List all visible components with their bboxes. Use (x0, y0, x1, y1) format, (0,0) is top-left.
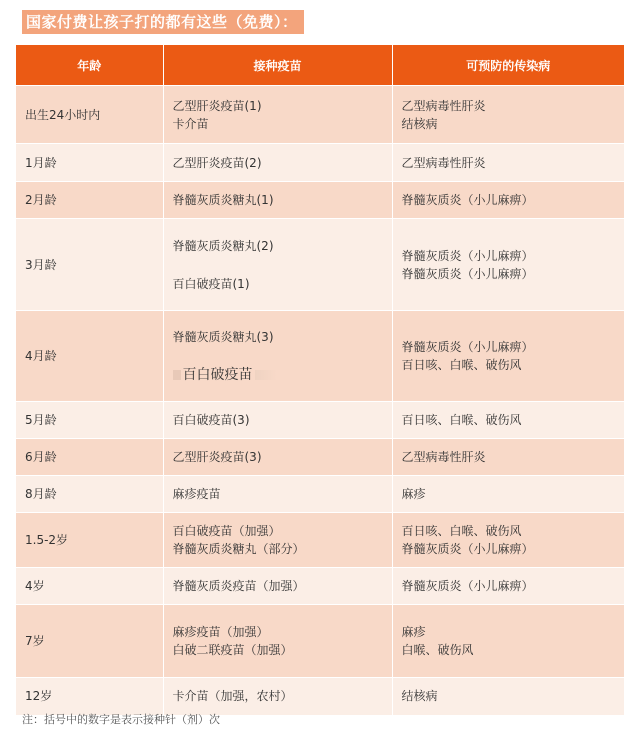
table-row (16, 568, 624, 605)
vaccine-item: 乙型肝炎疫苗(1) (172, 98, 262, 113)
age-cell: 3月龄 (16, 219, 163, 311)
vaccine-cell (163, 513, 392, 568)
age-cell: 6月龄 (16, 439, 163, 476)
disease-item: 白喉、破伤风 (401, 643, 474, 657)
table-row (16, 402, 624, 439)
disease-item: 结核病 (401, 689, 438, 704)
vaccine-cell (163, 182, 392, 219)
disease-item: 乙型病毒性肝炎 (401, 450, 486, 464)
disease-cell (392, 219, 624, 311)
vaccine-cell (163, 402, 392, 439)
vaccine-item: 麻疹疫苗（加强） (172, 625, 269, 639)
vaccine-item: 脊髓灰质炎糖丸(3) (172, 330, 274, 344)
disease-cell (392, 605, 624, 678)
vaccine-cell (163, 311, 392, 402)
vaccine-item: 白破二联疫苗（加强） (172, 643, 293, 657)
table-row (16, 311, 624, 402)
schedule-table (16, 45, 624, 715)
vaccine-cell (163, 568, 392, 605)
disease-item: 乙型病毒性肝炎 (401, 155, 486, 170)
vaccine-item: 百白破疫苗(3) (172, 413, 250, 427)
disease-item: 脊髓灰质炎（小儿麻痹） (401, 193, 534, 207)
vaccine-item: 脊髓灰质炎糖丸(1) (172, 193, 274, 207)
table-header-row (16, 45, 624, 86)
table-row (16, 513, 624, 568)
disease-cell (392, 86, 624, 144)
disease-cell (392, 182, 624, 219)
vaccine-cell (163, 219, 392, 311)
header-vaccine: 接种疫苗 (163, 45, 392, 86)
age-cell: 7岁 (16, 605, 163, 678)
table-row (16, 678, 624, 715)
vaccine-cell (163, 144, 392, 182)
disease-cell (392, 513, 624, 568)
disease-item: 脊髓灰质炎（小儿麻痹） (401, 542, 534, 556)
vaccine-item: 脊髓灰质炎糖丸(2) (172, 238, 274, 253)
table-row (16, 439, 624, 476)
vaccine-item-text: 百白破疫苗 (182, 367, 253, 383)
disease-cell (392, 678, 624, 715)
disease-item: 麻疹 (401, 487, 426, 501)
vaccine-item: 麻疹疫苗 (172, 487, 221, 501)
disease-item: 脊髓灰质炎（小儿麻痹） (401, 579, 534, 593)
disease-item: 百日咳、白喉、破伤风 (401, 413, 522, 427)
table-row (16, 182, 624, 219)
disease-item: 脊髓灰质炎（小儿麻痹） (401, 340, 534, 354)
age-cell: 5月龄 (16, 402, 163, 439)
age-cell: 8月龄 (16, 476, 163, 513)
table-row (16, 219, 624, 311)
disease-item: 乙型病毒性肝炎 (401, 98, 486, 113)
disease-item: 百日咳、白喉、破伤风 (401, 358, 522, 372)
age-cell: 2月龄 (16, 182, 163, 219)
disease-item: 麻疹 (401, 625, 426, 639)
disease-cell (392, 402, 624, 439)
disease-cell (392, 476, 624, 513)
age-cell: 4岁 (16, 568, 163, 605)
blur-mark (255, 370, 277, 380)
vaccine-item: 乙型肝炎疫苗(2) (172, 155, 262, 170)
blur-mark (173, 370, 181, 380)
vaccine-item: 卡介苗（加强，农村） (172, 689, 293, 704)
age-cell: 出生24小时内 (16, 86, 163, 144)
vaccine-item: 脊髓灰质炎糖丸（部分） (172, 542, 305, 556)
vaccine-cell (163, 86, 392, 144)
vaccine-item: 百白破疫苗(1) (172, 276, 250, 291)
vaccine-cell (163, 439, 392, 476)
table-row (16, 605, 624, 678)
footnote: 注：括号中的数字是表示接种针（剂）次 (22, 713, 220, 726)
vaccine-item: 百白破疫苗（加强） (172, 524, 281, 538)
disease-item: 结核病 (401, 116, 438, 131)
vaccine-cell (163, 678, 392, 715)
vaccine-item: 卡介苗 (172, 116, 209, 131)
disease-item: 百日咳、白喉、破伤风 (401, 524, 522, 538)
vaccine-item (173, 366, 392, 384)
age-cell: 1月龄 (16, 144, 163, 182)
table-row (16, 86, 624, 144)
page-title: 国家付费让孩子打的都有这些（免费）： (22, 10, 304, 34)
vaccine-cell (163, 605, 392, 678)
vaccine-cell (163, 476, 392, 513)
disease-cell (392, 311, 624, 402)
age-cell: 1.5-2岁 (16, 513, 163, 568)
disease-cell (392, 144, 624, 182)
disease-item: 脊髓灰质炎（小儿麻痹） (401, 266, 534, 281)
age-cell: 12岁 (16, 678, 163, 715)
header-age: 年龄 (16, 45, 163, 86)
table-row (16, 476, 624, 513)
header-disease: 可预防的传染病 (392, 45, 624, 86)
disease-cell (392, 568, 624, 605)
table-row (16, 144, 624, 182)
vaccine-item: 乙型肝炎疫苗(3) (172, 450, 262, 464)
vaccine-schedule-table (16, 45, 624, 715)
disease-item: 脊髓灰质炎（小儿麻痹） (401, 248, 534, 263)
vaccine-item: 脊髓灰质炎疫苗（加强） (172, 579, 305, 593)
age-cell: 4月龄 (16, 311, 163, 402)
disease-cell (392, 439, 624, 476)
